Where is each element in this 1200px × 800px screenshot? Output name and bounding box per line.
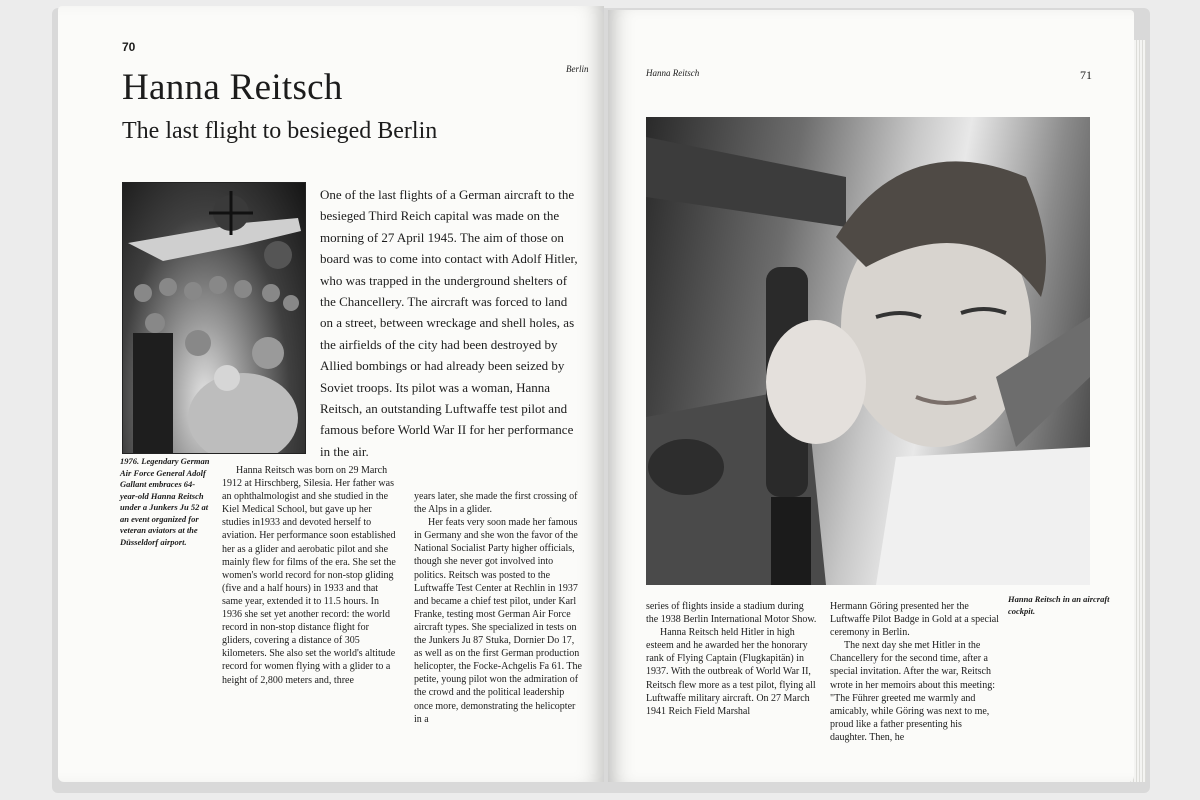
right-page [608,10,1134,782]
body-column-1 [222,464,398,687]
left-page [58,6,604,782]
article-subtitle: The last flight to besieged Berlin [122,118,438,144]
body-column-2 [414,490,584,726]
body-column-3 [646,600,818,718]
photo-illustration-icon [123,183,305,453]
page-number-right: 71 [1080,68,1092,82]
body-paragraph: Her feats very soon made her famous in Germany and she won the favor of the National Socialist Party higher officials, though she never got involved into politics. Reitsch was posted to the Luftwaffe Test Center at Rechlin in 1937 and became a chief test pilot, under Karl Franke, testing most German Air Force aircraft types. She specialized in tests on the Junkers Ju 87 Stuka, Dornier Do 17, as well as on the first German production helicopter, the Focke-Achgelis Fa 61. The petite, young pilot won the admiration of the crowd and the political leadership once more, demonstrating the helicopter in a [414,517,582,725]
lead-paragraph: One of the last flights of a German aircraft to the besieged Third Reich capital was made on the morning of 27 April 1945. The aim of those on board was to come into contact with Adolf Hitler, who was trapped in the underground shelters of the Chancellery. The aircraft was forced to land on a street, between wreckage and shell holes, as the airfields of the city had been destroyed by Allied bombings or had already been seized by Soviet troops. Its pilot was a woman, Hanna Reitsch, an outstanding Luftwaffe test pilot and famous before World War II for her performance in the air. [320,187,578,459]
portrait-illustration-icon [646,117,1090,585]
running-head-right: Hanna Reitsch [646,68,700,78]
body-paragraph: Hermann Göring presented her the Luftwaffe Pilot Badge in Gold at a special ceremony in Berlin. [830,601,999,639]
body-paragraph: Hanna Reitsch held Hitler in high esteem and he awarded her the honorary rank of Flying Captain (Flugkapitän) in 1937. With the outbreak of World War II, Reitsch flew more as a test pilot, flying all Luftwaffe military aircraft. On 27 March 1941 Reich Field Marshal [646,627,816,717]
body-paragraph: Hanna Reitsch was born on 29 March 1912 at Hirschberg, Silesia. Her father was an ophthalmologist and she studied in the Kiel Medical School, but gave up her studies in1933 and devoted herself to aviation. Her performance soon established her as a glider and aerobatic pilot and she mainly flew for films of the era. She set the women's world record for non-stop gliding (five and a half hours) in 1933 and that same year, extended it to 11.5 hours. In 1936 she set yet another record: the world record in non-stop distance flight for gliders, covering a distance of 305 kilometers. She also set the world's altitude record for women flying with a glider to a height of 2,800 meters and, three [222,465,396,686]
cockpit-portrait-photo [646,117,1090,585]
running-head-left: Berlin [566,64,589,74]
left-photo-caption: 1976. Legendary German Air Force General Adolf Gallant embraces 64-year-old Hanna Reitsch under a Junkers Ju 52 at an event organized for veteran aviators at the Düsseldorf airport. [120,456,210,547]
right-photo-caption: Hanna Reitsch in an aircraft cockpit. [1008,594,1110,616]
article-title: Hanna Reitsch [122,67,343,108]
page-number-left: 70 [122,40,136,54]
body-paragraph: The next day she met Hitler in the Chancellery for the second time, after a special invitation. After the war, Reitsch wrote in her memoirs about this meeting: "The Führer greeted me warmly and amicably, while Göring was next to me, proud like a father presenting his daughter. Then, he [830,640,995,743]
body-column-4 [830,600,1000,744]
body-paragraph: years later, she made the first crossing of the Alps in a glider. [414,491,578,516]
historic-photo-embrace [122,182,306,454]
body-paragraph: series of flights inside a stadium during the 1938 Berlin International Motor Show. [646,601,817,626]
